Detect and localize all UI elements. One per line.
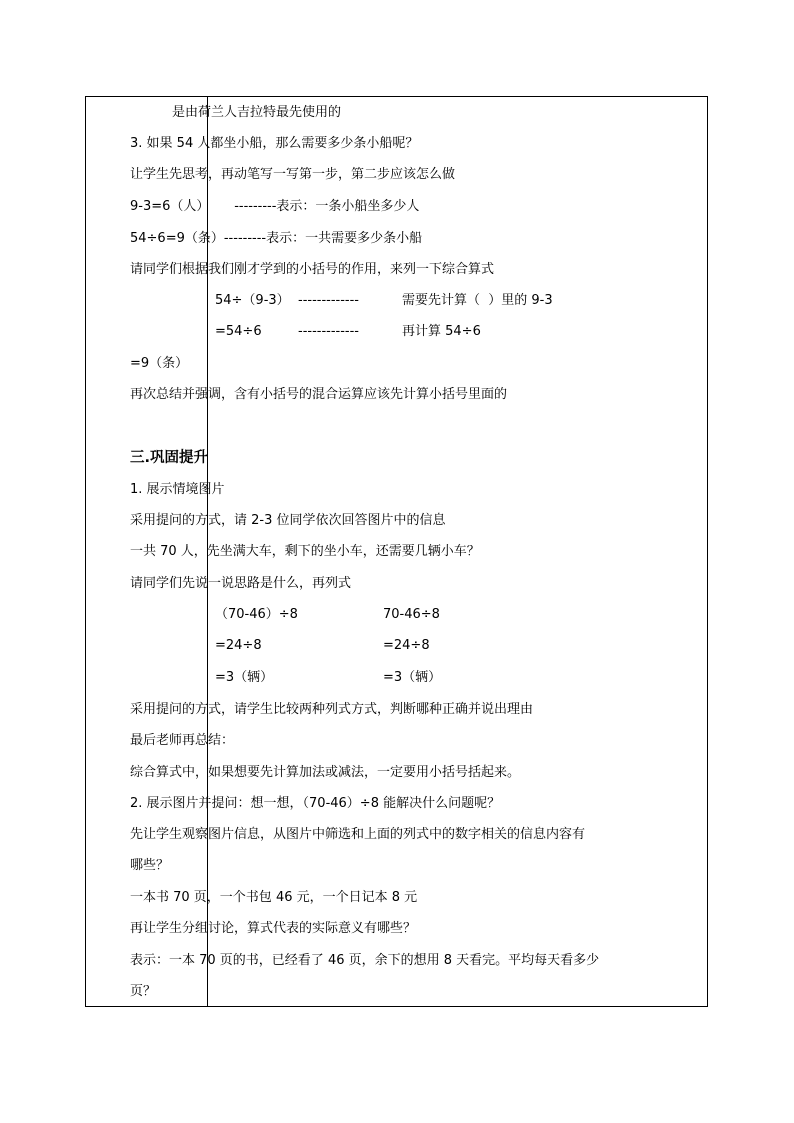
formula-line: 70-46÷8 [383, 607, 440, 622]
calc-expression: 54÷（9-3） [215, 293, 290, 308]
text-line: 采用提问的方式，请学生比较两种列式方式，判断哪种正确并说出理由 [130, 702, 534, 717]
text-line: 表示：一本 70 页的书，已经看了 46 页，余下的想用 8 天看完。平均每天看多少 [130, 953, 600, 968]
formula-line: =3（辆） [215, 670, 274, 685]
text-line: 1. 展示情境图片 [130, 482, 225, 497]
text-line: 综合算式中，如果想要先计算加法或减法，一定要用小括号括起来。 [130, 765, 521, 780]
calc-dashes: ------------- [298, 324, 359, 339]
formula-line: （70-46）÷8 [215, 607, 298, 622]
calc-expression: =54÷6 [215, 324, 262, 339]
text-line: 54÷6=9（条）---------表示：一共需要多少条小船 [130, 231, 423, 246]
text-line: 2. 展示图片并提问：想一想，（70-46）÷8 能解决什么问题呢？ [130, 796, 501, 811]
text-line: 再让学生分组讨论，算式代表的实际意义有哪些？ [130, 921, 417, 936]
section-heading: 三.巩固提升 [130, 450, 209, 466]
text-line: 采用提问的方式，请 2-3 位同学依次回答图片中的信息 [130, 513, 446, 528]
text-line: 是由荷兰人吉拉特最先使用的 [172, 105, 342, 120]
text-line: 3. 如果 54 人都坐小船，那么需要多少条小船呢？ [130, 136, 419, 151]
formula-line: =3（辆） [383, 670, 442, 685]
text-line: 页？ [130, 984, 157, 999]
text-line: 请同学们先说一说思路是什么，再列式 [130, 576, 352, 591]
text-line: 9-3=6（人） ---------表示：一条小船坐多少人 [130, 199, 420, 214]
text-line: 再次总结并强调，含有小括号的混合运算应该先计算小括号里面的 [130, 387, 508, 402]
calc-note: 再计算 54÷6 [402, 324, 481, 339]
text-line: 请同学们根据我们刚才学到的小括号的作用，来列一下综合算式 [130, 262, 495, 277]
calc-note: 需要先计算（ ）里的 9-3 [402, 293, 553, 308]
text-line: 先让学生观察图片信息，从图片中筛选和上面的列式中的数字相关的信息内容有 [130, 827, 586, 842]
calc-dashes: ------------- [298, 293, 359, 308]
text-line: 最后老师再总结： [130, 733, 235, 748]
text-line: 让学生先思考，再动笔写一写第一步，第二步应该怎么做 [130, 167, 456, 182]
formula-line: =24÷8 [383, 638, 430, 653]
text-line: 一本书 70 页，一个书包 46 元，一个日记本 8 元 [130, 890, 418, 905]
text-line: =9（条） [130, 356, 189, 371]
text-line: 哪些？ [130, 858, 170, 873]
text-line: 一共 70 人，先坐满大车，剩下的坐小车，还需要几辆小车？ [130, 544, 480, 559]
formula-line: =24÷8 [215, 638, 262, 653]
